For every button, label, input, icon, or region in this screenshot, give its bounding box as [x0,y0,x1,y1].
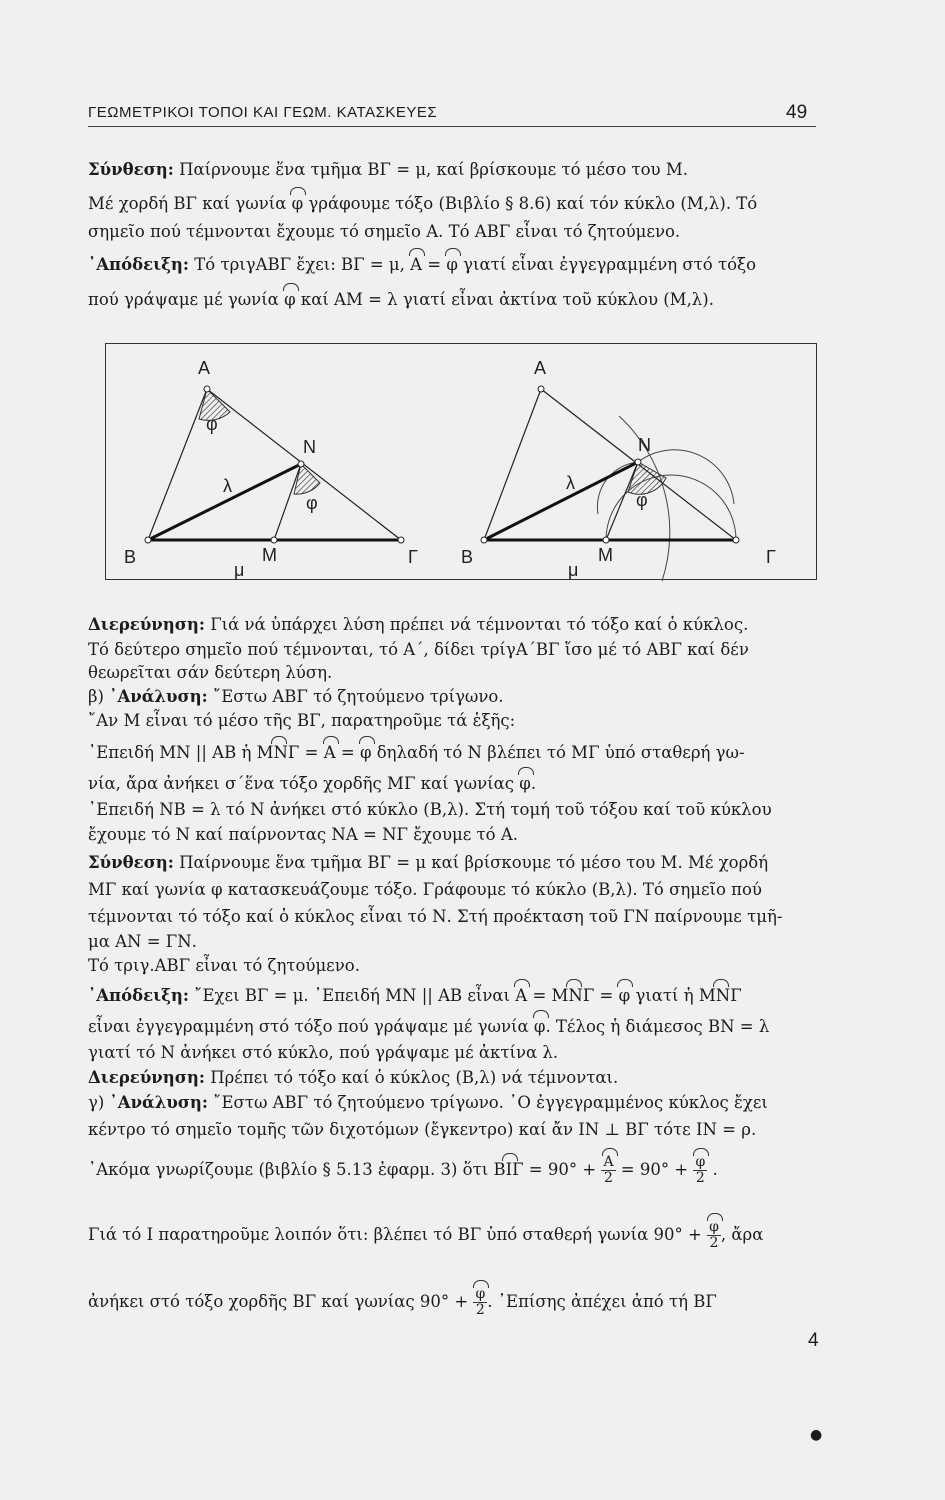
text: γ) [88,1093,110,1112]
line-p2-22 [88,1220,763,1251]
label-analysis: ᾿Ανάλυση: [109,687,208,706]
line-p1-5 [88,290,714,310]
label-discussion: Διερεύνηση: [88,615,205,634]
side-ab [484,389,541,540]
point-a [204,386,210,392]
text: ῎Εχει ΒΓ = μ. ᾿Επειδή ΜΝ || ΑΒ εἶναι [189,986,516,1005]
segment-mn [606,462,638,540]
line-p2-23 [88,1287,717,1318]
line-p2-12: τέμνονται τό τόξο καί ὁ κύκλος εἶναι τό Ν. Στή προέκταση τοῦ ΓΝ παίρνουμε τμῆ- [88,907,783,926]
label-b: Β [124,547,137,567]
text: = [422,255,447,274]
label-lambda: λ [223,476,232,496]
line-p2-2: Τό δεύτερο σημεῖο πού τέμνονται, τό Α΄, δίδει τρίγΑ΄ΒΓ ἴσο μέ τό ΑΒΓ καί δέν [88,640,749,659]
text: Πρέπει τό τόξο καί ὁ κύκλος (Β,λ) νά τέμνονται. [204,1068,619,1087]
geometry-figure [105,343,817,580]
line-p2-11: ΜΓ καί γωνία φ κατασκευάζουμε τόξο. Γράφουμε τό κύκλο (Β,λ). Τό σημεῖο πού [88,880,762,899]
label-n: Ν [303,437,316,457]
angle-symbol: φ [533,1017,546,1036]
label-mu: μ [568,560,579,580]
denominator: 2 [709,1235,719,1251]
label-a: Α [534,358,547,378]
angle-symbol: Α [410,255,423,274]
point-g [398,537,404,543]
label-mu: μ [234,560,245,580]
text: = [594,986,619,1005]
fraction [693,1155,707,1186]
text: ᾿Ακόμα γνωρίζουμε (βιβλίο § 5.13 ἐφαρμ. 3) ὅτι [88,1160,494,1179]
text: ῎Εστω ΑΒΓ τό ζητούμενο τρίγωνο. ῾Ο ἐγγεγραμμένος κύκλος ἔχει [208,1093,768,1112]
text: Μέ χορδή ΒΓ καί γωνία [88,194,292,213]
line-p2-20: κέντρο τό σημεῖο τομῆς τῶν διχοτόμων (ἔγκεντρο) καί ἄν ΙΝ ⊥ ΒΓ τότε ΙΝ = ρ. [88,1120,757,1139]
point-n [635,459,641,465]
side-ab [148,389,207,540]
line-p2-1 [88,615,748,635]
line-p2-17: γιατί τό Ν ἀνήκει στό κύκλο, πού γράψαμε μέ ἀκτίνα λ. [88,1043,559,1062]
point-m [603,537,609,543]
text: ῎Εστω ΑΒΓ τό ζητούμενο τρίγωνο. [207,687,504,706]
denominator: 2 [475,1302,485,1318]
text: = [527,986,552,1005]
line-p2-16 [88,1017,769,1037]
line-p2-7 [88,774,536,794]
point-b [481,537,487,543]
line-p2-9: ἔχουμε τό Ν καί παίρνοντας ΝΑ = ΝΓ ἔχουμε τό Α. [88,825,518,844]
text: , ἄρα [720,1225,764,1244]
angle-symbol: Α [515,986,528,1005]
text: β) [88,687,110,706]
text: = 90° + [523,1160,602,1179]
line-p1-1 [88,160,688,180]
denominator: 2 [604,1170,613,1186]
point-b [145,537,151,543]
point-n [298,461,304,467]
angle-symbol: φ [291,194,304,213]
label-g: Γ [766,547,776,567]
text: . ᾿Επίσης ἀπέχει ἀπό τή ΒΓ [487,1292,717,1311]
text: εἶναι ἐγγεγραμμένη στό τόξο πού γράψαμε μέ γωνία [88,1017,534,1036]
label-synthesis: Σύνθεση: [88,853,174,872]
line-p2-19 [88,1093,768,1113]
label-synthesis: Σύνθεση: [88,160,174,179]
running-header: ΓΕΩΜΕΤΡΙΚΟΙ ΤΟΠΟΙ ΚΑΙ ΓΕΩΜ. ΚΑΤΑΣΚΕΥΕΣ [88,104,438,121]
line-p1-3: σημεῖο πού τέμνονται ἔχουμε τό σημεῖο Α. Τό ΑΒΓ εἶναι τό ζητούμενο. [88,222,681,241]
line-p2-10 [88,853,768,873]
label-phi-a: φ [206,414,218,434]
angle-symbol: ΜΝΓ [698,986,742,1005]
denominator: 2 [695,1170,705,1186]
point-a [538,386,544,392]
angle-symbol: φ [359,743,372,762]
angle-symbol: φ [446,255,458,274]
fraction [601,1155,615,1186]
label-proof: ᾿Απόδειξη: [88,986,190,1005]
text: νία, ἄρα ἀνήκει σ΄ἕνα τόξο χορδῆς ΜΓ καί γωνίας [88,774,520,793]
angle-hatch-n [294,464,320,494]
label-phi: φ [636,490,648,510]
text: πού γράψαμε μέ γωνία [88,290,285,309]
label-lambda: λ [566,473,575,493]
text: Τό τριγΑΒΓ ἔχει: ΒΓ = μ, [189,255,411,274]
label-b: Β [461,547,474,567]
numerator: φ [695,1154,706,1170]
left-construction [124,358,418,580]
text: . [707,1160,718,1179]
text: . [530,774,537,793]
point-g [733,537,739,543]
label-analysis: ᾿Ανάλυση: [109,1093,209,1112]
point-m [271,537,277,543]
line-p1-4 [88,255,756,275]
numerator: φ [475,1286,486,1302]
text: = 90° + [615,1160,694,1179]
line-p2-8: ᾿Επειδή ΝΒ = λ τό Ν ἀνήκει στό κύκλο (Β,λ). Στή τομή τοῦ τόξου καί τοῦ κύκλου [88,800,772,819]
label-m: Μ [598,545,613,565]
angle-symbol: φ [284,290,296,309]
line-p2-21 [88,1155,718,1186]
angle-symbol: Α [323,743,336,762]
construction-arc [606,475,736,540]
fraction [473,1287,487,1318]
decorative-dot: ● [810,1427,823,1443]
line-p1-2 [88,194,757,214]
line-p2-18 [88,1068,618,1088]
text: γράφουμε τόξο (Βιβλίο § 8.6) καί τόν κύκλο (Μ,λ). Τό [303,194,758,213]
line-p2-14: Τό τριγ.ΑΒΓ εἶναι τό ζητούμενο. [88,956,360,975]
line-p2-5: ῎Αν Μ εἶναι τό μέσο τῆς ΒΓ, παρατηροῦμε τά ἑξῆς: [88,711,516,730]
label-phi-n: φ [306,493,318,513]
angle-symbol: φ [618,986,631,1005]
label-m: Μ [262,545,277,565]
text: ἀνήκει στό τόξο χορδῆς ΒΓ καί γωνίας 90° + [88,1292,474,1311]
line-p2-4 [88,687,504,707]
text: . Τέλος ἡ διάμεσος ΒΝ = λ [545,1017,770,1036]
label-discussion: Διερεύνηση: [88,1068,205,1087]
right-construction [461,358,776,581]
angle-symbol: ΜΝΓ [256,743,300,762]
text: ᾿Επειδή ΜΝ || ΑΒ ἡ [88,743,257,762]
angle-symbol: ΒΙΓ [493,1160,524,1179]
fraction [707,1220,721,1251]
numerator: φ [709,1219,719,1235]
text: γιατί ἡ [630,986,699,1005]
angle-symbol: φ [519,774,531,793]
text: = [299,743,324,762]
label-a: Α [198,358,211,378]
text: δηλαδή τό Ν βλέπει τό ΜΓ ὑπό σταθερή γω- [371,743,745,762]
page-number: 49 [786,102,808,123]
figure-svg [106,344,818,581]
label-g: Γ [408,547,418,567]
text: = [335,743,360,762]
text: Παίρνουμε ἕνα τμῆμα ΒΓ = μ, καί βρίσκουμε τό μέσο του Μ. [173,160,688,179]
text: γιατί εἶναι ἐγγεγραμμένη στό τόξο [457,255,757,274]
arc-over-mg [597,450,734,514]
line-p2-3: θεωρεῖται σάν δεύτερη λύση. [88,663,333,682]
angle-symbol: ΜΝΓ [551,986,595,1005]
numerator: Α [603,1154,614,1170]
line-p2-6 [88,743,745,763]
line-p2-13: μα ΑΝ = ΓΝ. [88,932,197,951]
text: Γιά νά ὑπάρχει λύση πρέπει νά τέμνονται τό τόξο καί ὁ κύκλος. [204,615,749,634]
header-rule [88,126,816,127]
signature-mark: 4 [808,1330,819,1351]
text: Παίρνουμε ἕνα τμῆμα ΒΓ = μ καί βρίσκουμε τό μέσο του Μ. Μέ χορδή [173,853,769,872]
line-p2-15 [88,986,742,1006]
label-proof: ᾿Απόδειξη: [88,255,190,274]
text: καί ΑΜ = λ γιατί εἶναι ἀκτίνα τοῦ κύκλου (Μ,λ). [295,290,714,309]
median-bn [484,462,638,540]
text: Γιά τό Ι παρατηροῦμε λοιπόν ὅτι: βλέπει τό ΒΓ ὑπό σταθερή γωνία 90° + [88,1225,708,1244]
label-n: Ν [638,435,651,455]
